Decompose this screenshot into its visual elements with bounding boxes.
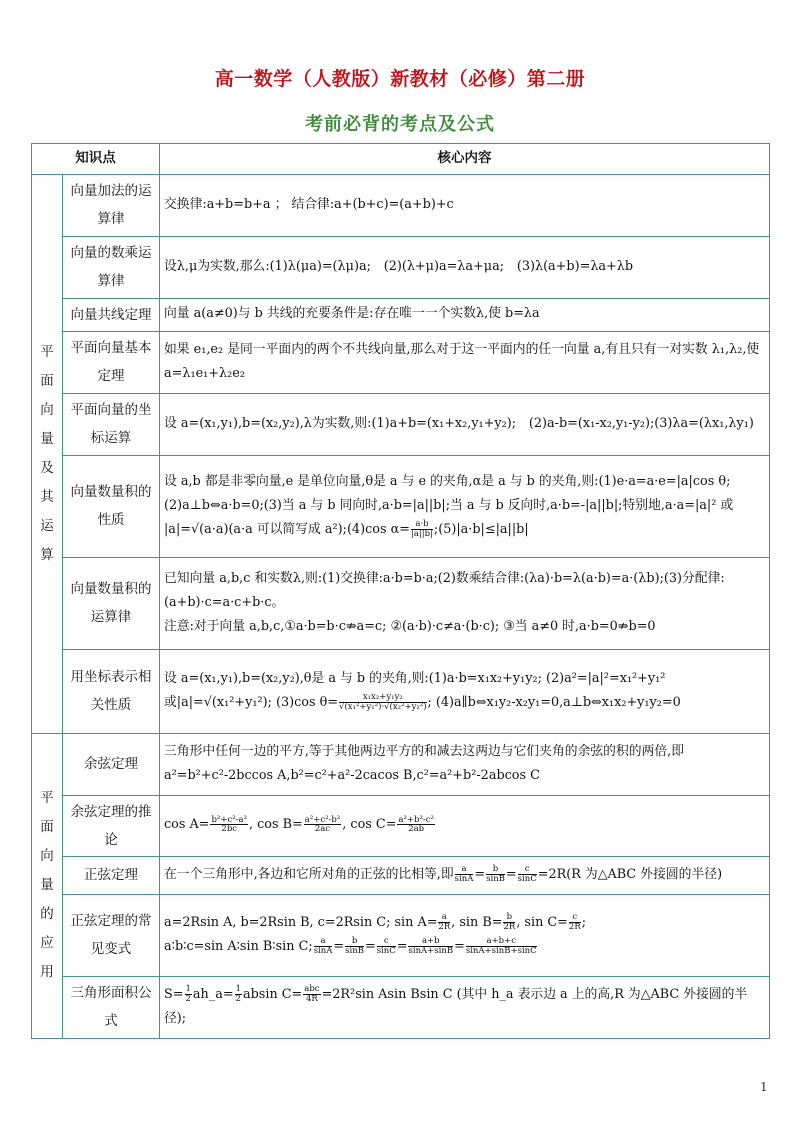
- table-row: [32, 455, 770, 557]
- table-row: [32, 331, 770, 393]
- section-char: 及: [40, 459, 54, 476]
- section-char: 面: [40, 819, 54, 836]
- table-row: [32, 856, 770, 894]
- content-cell: 交换律:a+b=b+a ； 结合律:a+(b+c)=(a+b)+c: [160, 174, 770, 236]
- fraction: $\frac{a}{2R}$: [438, 911, 451, 932]
- content-cell: 三角形中任何一边的平方,等于其他两边平方的和减去这两边与它们夹角的余弦的积的两倍,即 a²=b²+c²-2bccos A,b²=c²+a²-2cacos B,c²=a²+b²-2abcos C: [160, 733, 770, 795]
- fraction: $\frac{b}{2R}$: [503, 911, 516, 932]
- section-char: 量: [40, 877, 54, 894]
- topic-cell: 余弦定理: [63, 733, 160, 795]
- fraction: $\frac{a\cdot b}{|a||b|}$: [410, 519, 433, 540]
- section-char: 平: [40, 790, 54, 807]
- fraction: $\frac{1}{2}$: [235, 983, 241, 1004]
- fraction: $\frac{c}{\sin C}$: [376, 936, 396, 957]
- topic-cell: 向量数量积的运算律: [63, 557, 160, 649]
- section-char: 平: [40, 343, 54, 360]
- table-row: [32, 976, 770, 1038]
- content-cell: 已知向量 a,b,c 和实数λ,则:(1)交换律:a·b=b·a;(2)数乘结合律:(λa)·b=λ(a·b)=a·(λb);(3)分配律:(a+b)·c=a·c+b·c。 注意:对于向量 a,b,c,①a·b=b·c⇏a=c; ②(a·b)·c≠a·(b·c); ③当 a≠0 时,a·b=0⇏b=0: [160, 557, 770, 649]
- section-char: 用: [40, 964, 54, 981]
- fraction: $\frac{\text{a²+b²-c²}}{2ab}$: [398, 814, 434, 835]
- fraction: $\frac{c}{2R}$: [568, 911, 581, 932]
- table-row: [32, 298, 770, 331]
- fraction: $\frac{b}{\sin B}$: [345, 936, 364, 957]
- table-header-row: [32, 144, 770, 175]
- table-row: [32, 649, 770, 733]
- content-cell: 如果 e₁,e₂ 是同一平面内的两个不共线向量,那么对于这一平面内的任一向量 a,有且只有一对实数 λ₁,λ₂,使 a=λ₁e₁+λ₂e₂: [160, 331, 770, 393]
- topic-cell: 三角形面积公式: [63, 976, 160, 1038]
- fraction: $\frac{a}{\sin A}$: [313, 936, 333, 957]
- page-title: 高一数学（人教版）新教材（必修）第二册: [214, 68, 586, 90]
- content-cell: a=2Rsin A, b=2Rsin B, c=2Rsin C; sin A= $\frac{a}{2R}$ , sin B= $\frac{b}{2R}$ , sin C= $\frac{c}{2R}$ ; a∶b∶c=sin A∶sin B∶sin C; $\frac{a}{\sin A}$ = $\frac{b}{\sin B}$ = $\frac{c}{\sin C}$ = $\frac{a+b}{\sin A+\sin B}$ = $\frac{a+b+c}{\sin A+\sin B+\sin C}$: [160, 894, 770, 976]
- section-char: 应: [40, 935, 54, 952]
- topic-cell: 向量加法的运算律: [63, 174, 160, 236]
- section-char: 向: [40, 848, 54, 865]
- section-char: 的: [40, 906, 54, 923]
- topic-cell: 余弦定理的推论: [63, 795, 160, 856]
- fraction: $\frac{a+b}{\sin A+\sin B}$: [408, 936, 454, 957]
- topic-cell: 用坐标表示相关性质: [63, 649, 160, 733]
- content-cell: 设 a=(x₁,y₁),b=(x₂,y₂),θ是 a 与 b 的夹角,则:(1)a·b=x₁x₂+y₁y₂; (2)a²=|a|²=x₁²+y₁²或|a|=√(x₁²+y₁²); (3)cos θ= $\frac{\text{x₁x₂+y₁y₂}}{\text{√(x₁²+y₁²)·√(x₂²+y₂²)}}$ ; (4)a∥b⇔x₁y₂-x₂y₁=0,a⊥b⇔x₁x₂+y₁y₂=0: [160, 649, 770, 733]
- topic-cell: 正弦定理的常见变式: [63, 894, 160, 976]
- content-cell: 在一个三角形中,各边和它所对角的正弦的比相等,即 $\frac{a}{\sin A}$ = $\frac{b}{\sin B}$ = $\frac{c}{\sin C}$ =2R(R 为△ABC 外接圆的半径): [160, 856, 770, 894]
- table-row: [32, 733, 770, 795]
- fraction: $\frac{1}{2}$: [185, 983, 191, 1004]
- section-name-applications: [32, 733, 63, 1038]
- topic-cell: 向量共线定理: [63, 298, 160, 331]
- topic-cell: 向量的数乘运算律: [63, 236, 160, 298]
- content-cell: 向量 a(a≠0)与 b 共线的充要条件是:存在唯一一个实数λ,使 b=λa: [160, 298, 770, 331]
- section-char: 面: [40, 372, 54, 389]
- table-row: [32, 393, 770, 455]
- section-char: 运: [40, 517, 54, 534]
- table-row: [32, 236, 770, 298]
- fraction: $\frac{\text{abc}}{4R}$: [304, 983, 320, 1004]
- content-cell: S= $\frac{1}{2}$ ah_a= $\frac{1}{2}$ absin C= $\frac{\text{abc}}{4R}$ =2R²sin Asin Bsin C (其中 h_a 表示边 a 上的高,R 为△ABC 外接圆的半径);: [160, 976, 770, 1038]
- topic-cell: 向量数量积的性质: [63, 455, 160, 557]
- content-cell: 设 a,b 都是非零向量,e 是单位向量,θ是 a 与 e 的夹角,α是 a 与 b 的夹角,则:(1)e·a=a·e=|a|cos θ;(2)a⊥b⇔a·b=0;(3)当 a 与 b 同向时,a·b=|a||b|;当 a 与 b 反向时,a·b=-|a||b|;特别地,a·a=|a|² 或 |a|=√(a·a)(a·a 可以简写成 a²);(4)cos α= $\frac{a\cdot b}{|a||b|}$ ;(5)|a·b|≤|a||b|: [160, 455, 770, 557]
- fraction: $\frac{a+b+c}{\sin A+\sin B+\sin C}$: [465, 936, 537, 957]
- col-header-topic: 知识点: [32, 144, 160, 175]
- content-cell: 设 a=(x₁,y₁),b=(x₂,y₂),λ为实数,则:(1)a+b=(x₁+x₂,y₁+y₂); (2)a-b=(x₁-x₂,y₁-y₂);(3)λa=(λx₁,λy₁): [160, 393, 770, 455]
- page-number: 1: [760, 1080, 768, 1094]
- table-row: [32, 894, 770, 976]
- page-subtitle: 考前必背的考点及公式: [305, 114, 495, 135]
- section-char: 其: [40, 488, 54, 505]
- topic-cell: 平面向量基本定理: [63, 331, 160, 393]
- table-row: [32, 174, 770, 236]
- col-header-content: 核心内容: [160, 144, 770, 175]
- fraction: $\frac{\text{b²+c²-a²}}{2bc}$: [211, 814, 247, 835]
- fraction: $\frac{a}{\sin A}$: [454, 864, 474, 884]
- topic-cell: 正弦定理: [63, 856, 160, 894]
- table-row: [32, 795, 770, 856]
- knowledge-table: [31, 143, 770, 1039]
- section-char: 量: [40, 430, 54, 447]
- section-char: 算: [40, 546, 54, 563]
- content-cell: cos A= $\frac{\text{b²+c²-a²}}{2bc}$ , cos B= $\frac{\text{a²+c²-b²}}{2ac}$ , cos C= $\frac{\text{a²+b²-c²}}{2ab}$: [160, 795, 770, 856]
- fraction: $\frac{c}{\sin C}$: [517, 864, 537, 884]
- fraction: $\frac{b}{\sin B}$: [486, 864, 505, 884]
- fraction: $\frac{\text{a²+c²-b²}}{2ac}$: [304, 814, 341, 835]
- content-cell: 设λ,μ为实数,那么:(1)λ(μa)=(λμ)a; (2)(λ+μ)a=λa+μa; (3)λ(a+b)=λa+λb: [160, 236, 770, 298]
- fraction: $\frac{\text{x₁x₂+y₁y₂}}{\text{√(x₁²+y₁²)·√(x₂²+y₂²)}}$: [339, 692, 427, 713]
- section-name-vectors: [32, 174, 63, 733]
- section-char: 向: [40, 401, 54, 418]
- table-row: [32, 557, 770, 649]
- topic-cell: 平面向量的坐标运算: [63, 393, 160, 455]
